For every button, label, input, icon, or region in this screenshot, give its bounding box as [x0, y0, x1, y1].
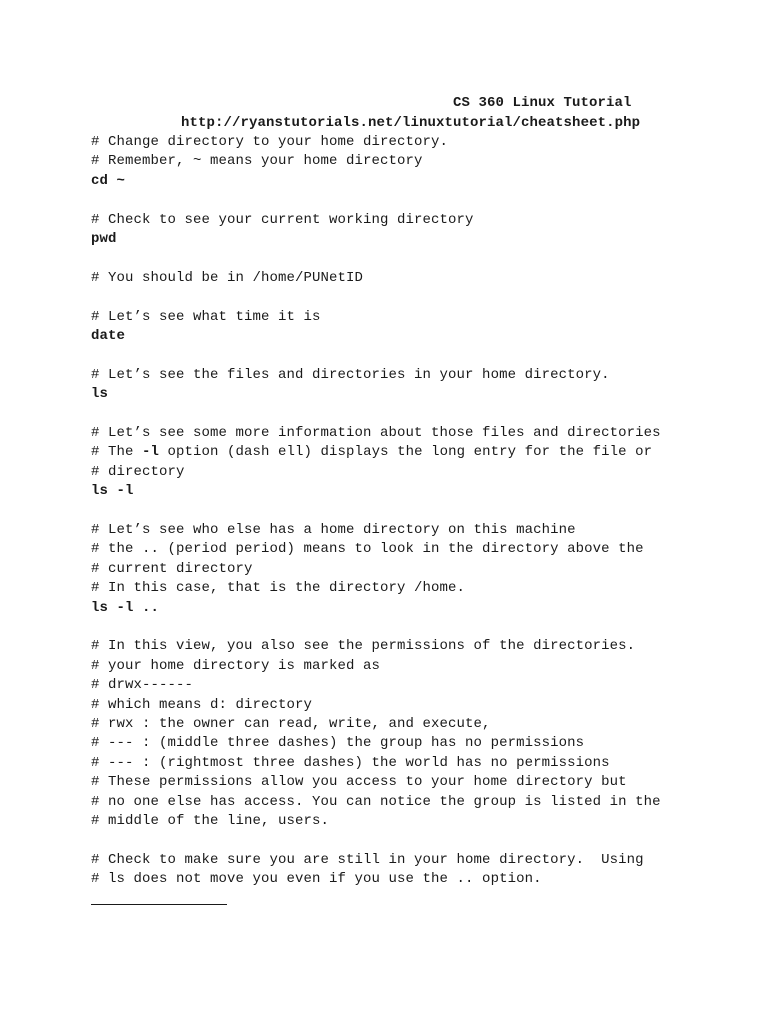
command-text: ls -l [91, 483, 134, 500]
comment-text: # ls does not move you even if you use the .. option. [91, 871, 542, 888]
comment-line [91, 560, 253, 579]
comment-line [91, 308, 321, 327]
comment-line [91, 463, 185, 482]
command-line [91, 327, 125, 346]
comment-line [91, 211, 474, 230]
comment-line [91, 715, 491, 734]
comment-text: # drwx------ [91, 677, 194, 694]
comment-text: # Let’s see what time it is [91, 308, 321, 325]
comment-line [91, 676, 193, 695]
command-text: -l [142, 444, 160, 461]
comment-line [91, 812, 329, 831]
command-text: ls [91, 386, 109, 403]
comment-line [91, 637, 635, 656]
command-line [91, 385, 108, 404]
comment-text: # In this view, you also see the permissions of the directories. [91, 638, 636, 655]
comment-line [91, 851, 644, 870]
command-line [91, 599, 159, 618]
comment-line [91, 133, 448, 152]
comment-text: # Change directory to your home directory. [91, 134, 449, 150]
command-text: date [91, 328, 126, 344]
comment-text: # Check to make sure you are still in your home directory. Using [91, 851, 644, 868]
comment-text: # Let’s see some more information about those files and directories [91, 425, 661, 441]
document-url: http://ryanstutorials.net/linuxtutorial/cheatsheet.php [181, 115, 641, 131]
comment-text: # your home directory is marked as [91, 657, 381, 674]
comment-text: # Let’s see the files and directories in your home directory. [91, 366, 610, 383]
comment-text: # --- : (rightmost three dashes) the world has no permissions [91, 754, 610, 771]
comment-line [91, 657, 380, 676]
comment-text: # no one else has access. You can notice the group is listed in the [91, 793, 661, 810]
comment-text: # --- : (middle three dashes) the group has no permissions [91, 735, 585, 752]
comment-text: # middle of the line, users. [91, 813, 330, 829]
comment-text: # The [91, 444, 143, 461]
command-text: ls -l .. [91, 599, 160, 616]
comment-line [91, 424, 661, 443]
comment-text: # Remember, ~ means your home directory [91, 153, 423, 170]
comment-line [91, 754, 610, 773]
comment-text: # These permissions allow you access to your home directory but [91, 774, 627, 791]
comment-text: # Check to see your current working directory [91, 211, 474, 228]
comment-text: # the .. (period period) means to look in the directory above the [91, 541, 644, 558]
comment-line [91, 540, 644, 559]
comment-text: # rwx : the owner can read, write, and execute, [91, 716, 491, 732]
comment-line [91, 870, 542, 889]
comment-line [91, 152, 423, 171]
command-text: cd ~ [91, 172, 126, 189]
comment-line [91, 269, 363, 288]
comment-line [91, 443, 652, 462]
command-line [91, 230, 117, 249]
comment-line [91, 696, 312, 715]
comment-line [91, 366, 610, 385]
document-title: CS 360 Linux Tutorial [453, 95, 632, 111]
command-text: pwd [91, 231, 117, 247]
comment-text: # Let’s see who else has a home directory on this machine [91, 522, 576, 538]
comment-line [91, 793, 661, 812]
command-line [91, 172, 125, 191]
comment-text: option (dash ell) displays the long entry for the file or [159, 444, 653, 461]
blank-answer-line [91, 904, 227, 905]
command-line [91, 482, 134, 501]
comment-text: # You should be in /home/PUNetID [91, 269, 364, 286]
comment-line [91, 521, 576, 540]
comment-text: # current directory [91, 560, 253, 577]
comment-text: # which means d: directory [91, 696, 313, 713]
comment-text: # directory [91, 463, 185, 480]
comment-line [91, 579, 465, 598]
comment-line [91, 734, 584, 753]
comment-text: # In this case, that is the directory /home. [91, 580, 466, 597]
comment-line [91, 773, 627, 792]
